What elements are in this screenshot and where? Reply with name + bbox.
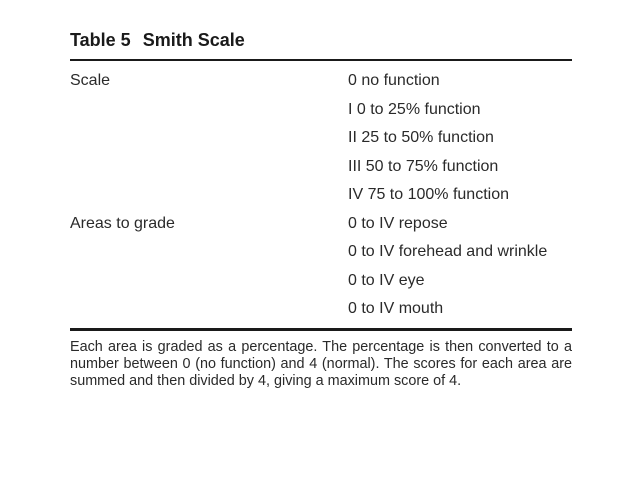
row-label: Areas to grade — [70, 214, 175, 232]
row-value: I 0 to 25% function — [348, 100, 481, 118]
row-value: 0 to IV mouth — [348, 300, 444, 318]
bottom-rule — [70, 328, 572, 331]
table-body — [70, 61, 572, 324]
table-number: Table 5 — [70, 30, 131, 50]
row-value: 0 to IV repose — [348, 214, 448, 232]
table-row — [70, 181, 572, 210]
row-value: II 25 to 50% function — [348, 129, 494, 147]
table-row — [70, 124, 572, 153]
table-title: Smith Scale — [142, 30, 245, 50]
table-row — [70, 67, 572, 96]
row-label: Scale — [70, 72, 111, 90]
table-row — [70, 153, 572, 182]
row-value: 0 no function — [348, 72, 440, 90]
row-value: IV 75 to 100% function — [348, 186, 509, 204]
row-value: III 50 to 75% function — [348, 157, 499, 175]
table-footnote: Each area is graded as a percentage. The percentage is then converted to a number between 0 (no function) and 4 (normal). The scores for each area are summed and then divided by 4, giving a maximum score of 4. — [70, 338, 572, 389]
table-row — [70, 96, 572, 125]
table-row — [70, 210, 572, 239]
table-row — [70, 238, 572, 267]
row-value: 0 to IV eye — [348, 271, 425, 289]
row-value: 0 to IV forehead and wrinkle — [348, 243, 548, 261]
table-row — [70, 295, 572, 324]
table-caption — [70, 30, 572, 51]
smith-scale-table — [70, 30, 572, 390]
table-row — [70, 267, 572, 296]
